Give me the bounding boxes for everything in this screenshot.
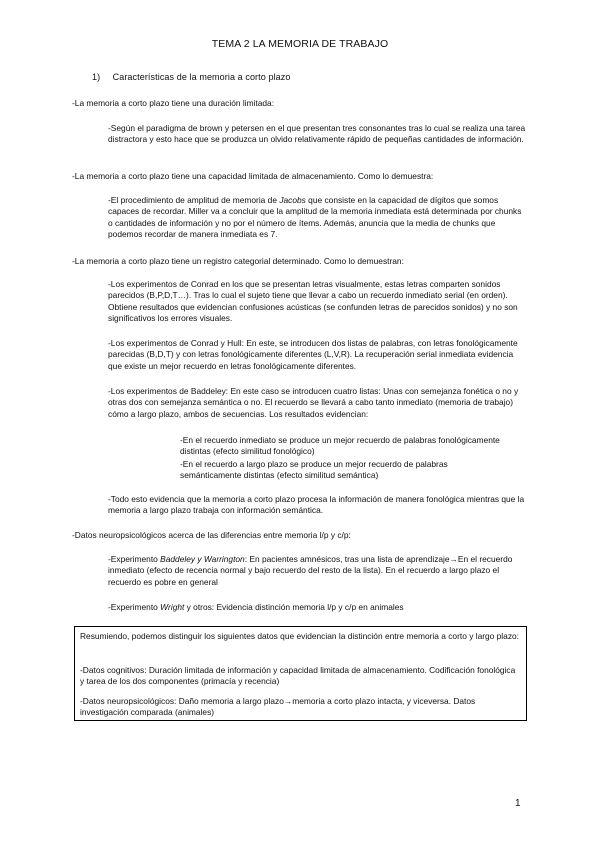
bw-post: : En pacientes amnésicos, tras una lista de aprendizaje→En el recuerdo inmediato (efecto de recencia normal y bajo recuerdo del resto de la lista). En el recuerdo a largo plazo el recuerdo es pobre en general — [108, 554, 513, 587]
paragraph-wright — [108, 602, 528, 613]
page-number: 1 — [515, 798, 521, 809]
bw-name: Baddeley y Warrington — [160, 554, 245, 564]
summary-neuro: -Datos neuropsicológicos: Daño memoria a largo plazo→memoria a corto plazo intacta, y viceversa. Datos investigación comparada (animales) — [80, 696, 476, 718]
paragraph-baddeley-immediate: -En el recuerdo inmediato se produce un mejor recuerdo de palabras fonológicamente distintas (efecto similitud fonológico) — [180, 435, 500, 457]
paragraph-baddeley: -Los experimentos de Baddeley: En este caso se introducen cuatro listas: Unas con semejanza fonética o no y otras dos con semejanza semántica o no. El recuerdo se llevará a cabo tanto inmediato (memoria de trabajo) cómo a largo plazo, ambos de secuencias. Los resultados evidencian: — [108, 386, 519, 419]
paragraph-conrad-hull: -Los experimentos de Conrad y Hull: En este, se introducen dos listas de palabras, con letras fonológicamente parecidas (B,D,T) y con letras fonológicamente diferentes (L,V,R). La recuperación serial inmediata evidencia que existe un mejor recuerdo en letras fonológicamente diferentes. — [108, 338, 518, 371]
summary-intro: Resumiendo, podemos distinguir los siguientes datos que evidencian la distinción entre memoria a corto y largo plazo: — [80, 631, 520, 641]
section-number: 1) — [92, 72, 101, 82]
section-heading-text: Características de la memoria a corto plazo — [112, 72, 291, 82]
paragraph-categorial: -La memoria a corto plazo tiene un registro categorial determinado. Como lo demuestran: — [72, 256, 404, 266]
jacobs-name: Jacobs — [279, 195, 306, 205]
summary-box — [74, 626, 527, 721]
paragraph-brown-petersen: -Según el paradigma de brown y petersen en el que presentan tres consonantes tras lo cual se realiza una tarea distractora y esto hace que se produzca un olvido relativamente rápido de pequeñas cantidades de información. — [108, 123, 526, 145]
section-heading — [92, 72, 290, 82]
wright-post: y otros: Evidencia distinción memoria l/p y c/p en animales — [184, 602, 404, 612]
document-title: TEMA 2 LA MEMORIA DE TRABAJO — [211, 38, 389, 50]
paragraph-conrad: -Los experimentos de Conrad en los que se presentan letras visualmente, estas letras comparten sonidos parecidos (B,P,D,T…). Tras lo cual el sujeto tiene que llevar a cabo un recuerdo inmediato serial (en orden). Obtiene resultados que evidencian confusiones acústicas (se confunden letras de parecidos sonidos) y no son significativos los errores visuales. — [108, 279, 518, 324]
paragraph-baddeley-warrington — [108, 554, 528, 588]
wright-pre: -Experimento — [108, 602, 161, 612]
paragraph-baddeley-longterm: -En el recuerdo a largo plazo se produce un mejor recuerdo de palabras semánticamente distintas (efecto similitud semántica) — [180, 459, 448, 481]
paragraph-neuropsychological: -Datos neuropsicológicos acerca de las diferencias entre memoria l/p y c/p: — [72, 530, 351, 540]
wright-name: Wright — [160, 602, 185, 612]
jacobs-pre: -El procedimiento de amplitud de memoria de — [108, 195, 280, 205]
bw-pre: -Experimento — [108, 554, 161, 564]
summary-cognitive: -Datos cognitivos: Duración limitada de información y capacidad limitada de almacenamiento. Codificación fonológica y tarea de los dos componentes (primacía y recencia) — [80, 665, 516, 687]
jacobs-post: que consiste en la capacidad de dígitos que somos capaces de recordar. Miller va a concluir que la amplitud de la memoria inmediata está determinada por chunks o cantidades de información y no por el número de ítems. Además, anuncia que la media de chunks que podemos recordar de manera inmediata es 7. — [108, 195, 522, 240]
paragraph-conclusion: -Todo esto evidencia que la memoria a corto plazo procesa la información de manera fonológica mientras que la memoria a largo plazo trabaja con información semántica. — [108, 494, 525, 516]
paragraph-duration: -La memoria a corto plazo tiene una duración limitada: — [72, 98, 275, 108]
paragraph-capacity: -La memoria a corto plazo tiene una capacidad limitada de almacenamiento. Como lo demuestra: — [72, 171, 434, 181]
paragraph-jacobs — [108, 195, 528, 241]
